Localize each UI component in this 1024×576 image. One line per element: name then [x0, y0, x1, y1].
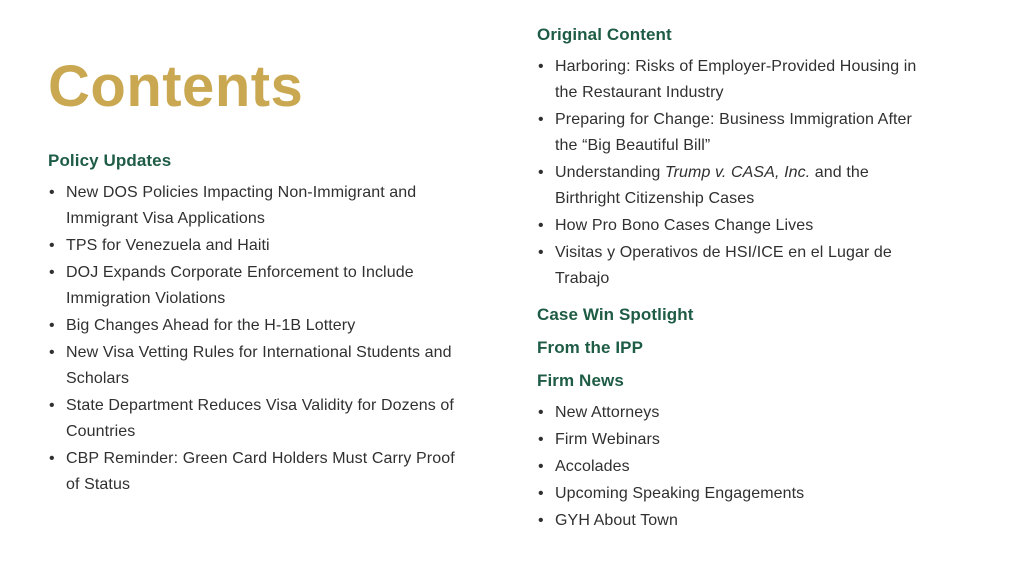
toc-item	[537, 400, 1001, 426]
toc-item-text: Harboring: Risks of Employer-Provided Housing in	[555, 58, 917, 75]
section-heading-policy-updates: Policy Updates	[48, 151, 172, 170]
toc-item	[537, 107, 1001, 159]
toc-item	[48, 393, 520, 445]
page-title: Contents	[48, 54, 304, 119]
toc-item-text: TPS for Venezuela and Haiti	[66, 237, 270, 254]
toc-item-text: Big Changes Ahead for the H-1B Lottery	[66, 317, 356, 334]
section-heading-case-win-spotlight: Case Win Spotlight	[537, 305, 694, 324]
toc-item-text: How Pro Bono Cases Change Lives	[555, 217, 814, 234]
toc-item-text-italic: Trump v. CASA, Inc.	[664, 164, 811, 181]
toc-item-text: Immigrant Visa Applications	[66, 210, 265, 227]
toc-item	[537, 213, 1001, 239]
toc-item-text: GYH About Town	[555, 512, 678, 529]
toc-item	[537, 481, 1001, 507]
toc-item-text: Trabajo	[555, 270, 610, 287]
section-original-content	[537, 25, 1001, 292]
toc-item	[537, 54, 1001, 106]
toc-item-text: DOJ Expands Corporate Enforcement to Include	[66, 264, 414, 281]
toc-item-text: Visitas y Operativos de HSI/ICE en el Lugar de	[555, 244, 892, 261]
toc-item	[48, 340, 520, 392]
toc-item	[537, 160, 1001, 212]
toc-item	[537, 240, 1001, 292]
right-column	[537, 25, 1001, 547]
toc-item-text: New DOS Policies Impacting Non-Immigrant and	[66, 184, 417, 201]
policy-updates-list	[48, 180, 520, 498]
toc-item-text: CBP Reminder: Green Card Holders Must Carry Proof	[66, 450, 455, 467]
firm-news-list	[537, 400, 1001, 534]
toc-item	[48, 233, 520, 259]
toc-item-text: Scholars	[66, 370, 130, 387]
section-policy-updates	[48, 151, 520, 498]
toc-item-text: Preparing for Change: Business Immigration After	[555, 111, 912, 128]
toc-item-text: and the	[810, 164, 869, 181]
toc-item-text: Understanding	[555, 164, 665, 181]
toc-item-text: Immigration Violations	[66, 290, 226, 307]
toc-item-text: Birthright Citizenship Cases	[555, 190, 755, 207]
left-column	[48, 55, 520, 511]
section-heading-firm-news: Firm News	[537, 371, 624, 390]
toc-item-text: New Visa Vetting Rules for International Students and	[66, 344, 452, 361]
toc-item	[48, 180, 520, 232]
section-case-win-spotlight	[537, 305, 1001, 325]
section-heading-original-content: Original Content	[537, 25, 672, 44]
toc-item	[48, 313, 520, 339]
toc-item	[537, 427, 1001, 453]
toc-item-text: Accolades	[555, 458, 630, 475]
toc-item-text: Upcoming Speaking Engagements	[555, 485, 805, 502]
toc-item-text: State Department Reduces Visa Validity for Dozens of	[66, 397, 454, 414]
toc-item	[48, 446, 520, 498]
toc-item	[48, 260, 520, 312]
toc-item	[537, 454, 1001, 480]
toc-item-text: New Attorneys	[555, 404, 660, 421]
toc-item-text: Countries	[66, 423, 136, 440]
section-firm-news	[537, 371, 1001, 534]
toc-item-text: the Restaurant Industry	[555, 84, 724, 101]
toc-item-text: Firm Webinars	[555, 431, 661, 448]
toc-item-text: of Status	[66, 476, 131, 493]
section-from-the-ipp	[537, 338, 1001, 358]
section-heading-from-the-ipp: From the IPP	[537, 338, 644, 357]
original-content-list	[537, 54, 1001, 292]
toc-item-text: the “Big Beautiful Bill”	[555, 137, 711, 154]
toc-item	[537, 508, 1001, 534]
